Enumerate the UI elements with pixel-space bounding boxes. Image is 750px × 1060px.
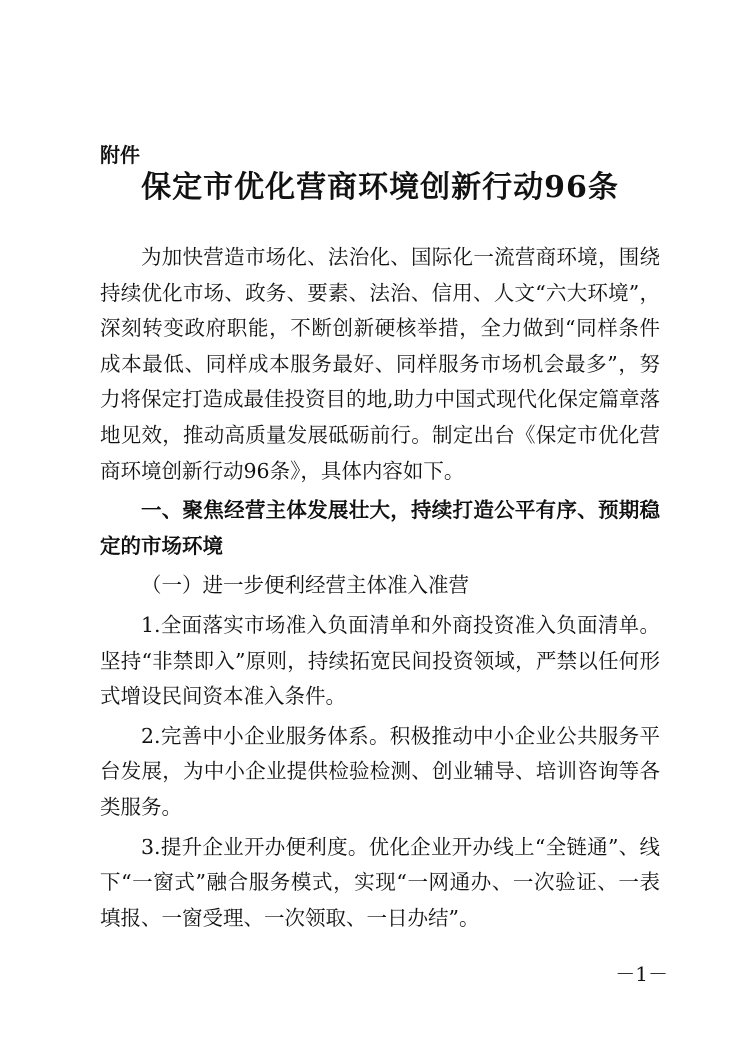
section-heading: 一、聚焦经营主体发展壮大，持续打造公平有序、预期稳定的市场环境 xyxy=(100,498,660,558)
subsection-heading: （一）进一步便利经营主体准入准营 xyxy=(141,573,469,598)
page-number: －1－ xyxy=(615,962,668,986)
list-item: 3.提升企业开办便利度。优化企业开办线上“全链通”、线下“一窗式”融合服务模式，实现“一网通办、一次验证、一表填报、一窗受理、一次领取、一日办结”。 xyxy=(100,834,660,930)
document-body xyxy=(100,240,660,936)
document-title: 保定市优化营商环境创新行动96条 xyxy=(141,170,619,205)
list-item: 1.全面落实市场准入负面清单和外商投资准入负面清单。坚持“非禁即入”原则，持续拓宽民间投资领域，严禁以任何形式增设民间资本准入条件。 xyxy=(100,612,660,709)
attachment-label: 附件 xyxy=(100,143,140,167)
intro-paragraph: 为加快营造市场化、法治化、国际化一流营商环境，围绕持续优化市场、政务、要素、法治、信用、人文“六大环境”，深刻转变政府职能，不断创新硬核举措，全力做到“同样条件成本最低、同样成本服务最好、同样服务市场机会最多”，努力将保定打造成最佳投资目的地,助力中国式现代化保定篇章落地见效，推动高质量发展砥砺前行。制定出台《保定市优化营商环境创新行动96条》，具体内容如下。 xyxy=(100,245,661,483)
list-item: 2.完善中小企业服务体系。积极推动中小企业公共服务平台发展，为中小企业提供检验检测、创业辅导、培训咨询等各类服务。 xyxy=(100,723,660,819)
